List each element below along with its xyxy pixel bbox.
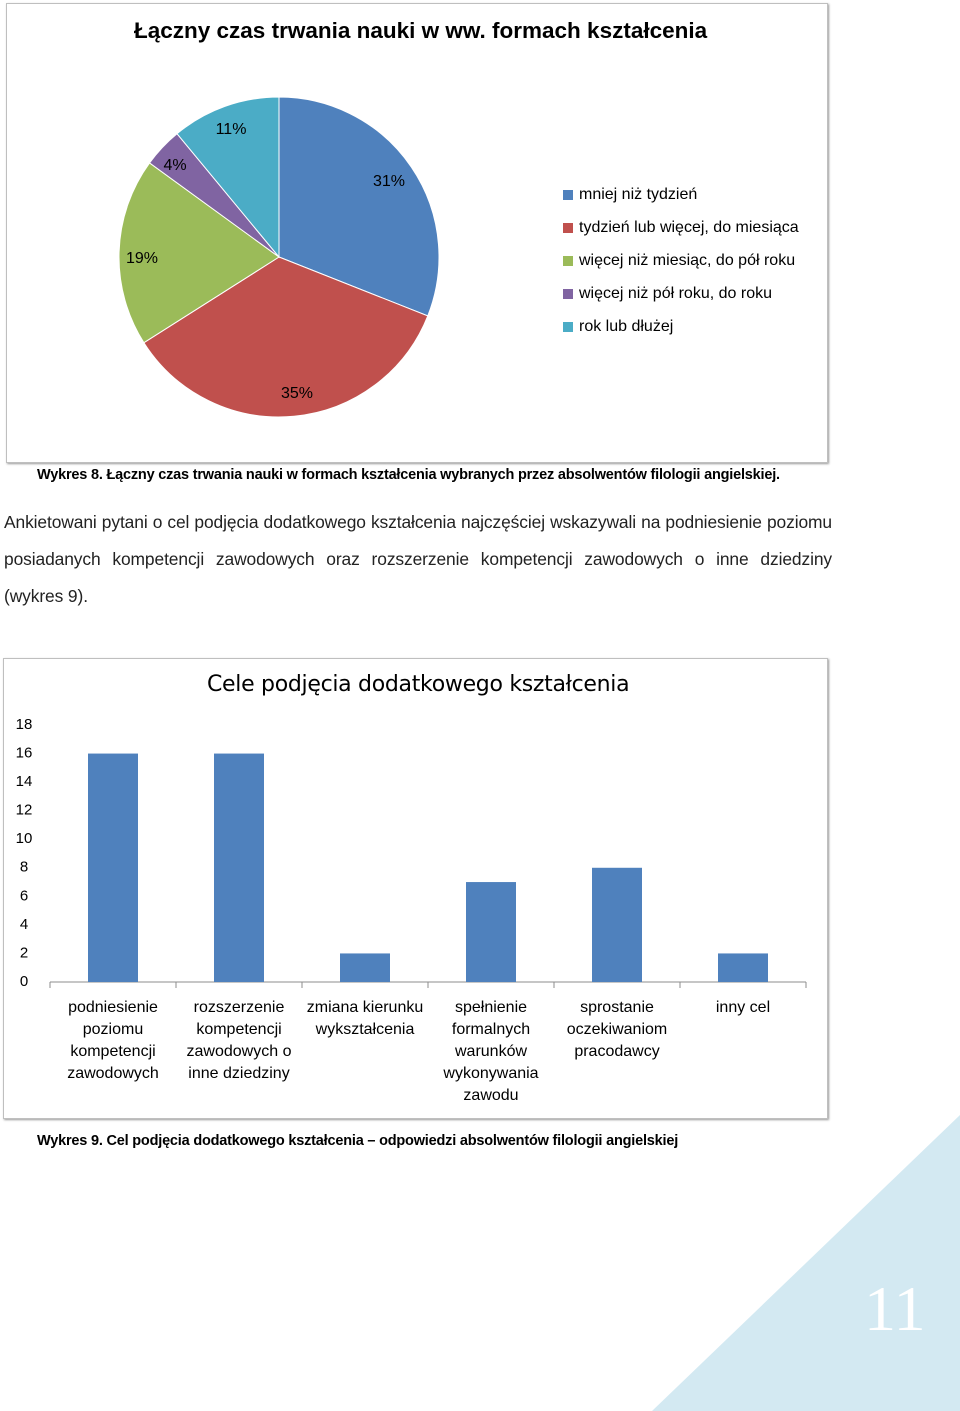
y-tick-label: 18 — [15, 715, 33, 733]
pie-data-label-4: 4% — [163, 157, 187, 175]
x-tick-label: sprostanie — [580, 999, 654, 1016]
pie-data-label-3: 19% — [125, 250, 159, 268]
legend-label: rok lub dłużej — [579, 317, 674, 335]
x-tick-label: kompetencji — [196, 1021, 282, 1038]
y-tick-label: 4 — [19, 915, 29, 933]
x-tick-label: formalnych — [451, 1021, 531, 1038]
legend-label: więcej niż pół roku, do roku — [579, 284, 772, 302]
x-tick-label: kompetencji — [70, 1043, 156, 1060]
bar-5 — [592, 868, 642, 982]
x-tick-label: podniesienie — [68, 999, 158, 1016]
x-tick-label: wykształcenia — [315, 1021, 415, 1038]
bar-chart-title: Cele podjęcia dodatkowego kształcenia — [207, 672, 630, 697]
bar-4 — [466, 882, 516, 982]
x-tick-label: zmiana kierunku — [306, 999, 424, 1016]
y-tick-label: 0 — [19, 972, 29, 990]
pie-data-label-1: 31% — [372, 173, 406, 191]
pie-data-label-2: 35% — [280, 385, 314, 403]
x-tick-label: rozszerzenie — [193, 999, 285, 1016]
pie-data-label-5: 11% — [215, 121, 247, 139]
pie-chart-title: Łączny czas trwania nauki w ww. formach kształcenia — [134, 18, 708, 43]
y-tick-label: 10 — [15, 830, 33, 848]
x-tick-label: pracodawcy — [574, 1043, 660, 1060]
x-tick-label: warunków — [454, 1043, 528, 1060]
x-tick-label: zawodowych o — [186, 1043, 292, 1060]
bar-1 — [88, 754, 138, 982]
x-tick-label: oczekiwaniom — [566, 1021, 668, 1038]
legend-label: tydzień lub więcej, do miesiąca — [579, 218, 799, 236]
y-tick-label: 16 — [15, 744, 33, 762]
legend-label: więcej niż miesiąc, do pół roku — [579, 251, 796, 269]
legend-label: mniej niż tydzień — [579, 185, 698, 203]
bar-2 — [214, 754, 264, 982]
x-tick-label: poziomu — [82, 1021, 144, 1038]
page-number: 11 — [864, 1273, 926, 1344]
x-tick-label: inne dziedziny — [188, 1065, 290, 1082]
y-tick-label: 6 — [19, 887, 29, 905]
y-tick-label: 8 — [19, 858, 29, 876]
x-tick-label: zawodu — [463, 1087, 519, 1104]
body-paragraph: Ankietowani pytani o cel podjęcia dodatkowego kształcenia najczęściej wskazywali na podniesienie poziomu posiadanych kompetencji zawodowych oraz rozszerzenie kompetencji zawodowych o inne dziedziny (wykres 9). — [4, 512, 832, 606]
bar-chart-caption: Wykres 9. Cel podjęcia dodatkowego kształcenia – odpowiedzi absolwentów filologii angielskiej — [37, 1133, 679, 1149]
y-tick-label: 14 — [15, 773, 33, 791]
y-tick-label: 12 — [15, 801, 33, 819]
x-tick-label: zawodowych — [67, 1065, 159, 1082]
x-tick-label: inny cel — [715, 999, 771, 1016]
pie-chart-caption: Wykres 8. Łączny czas trwania nauki w formach kształcenia wybranych przez absolwentów filologii angielskiej. — [37, 467, 780, 483]
x-tick-label: spełnienie — [454, 999, 528, 1016]
x-tick-label: wykonywania — [443, 1065, 539, 1082]
y-tick-label: 2 — [19, 944, 29, 962]
bar-6 — [718, 953, 768, 982]
bar-3 — [340, 953, 390, 982]
